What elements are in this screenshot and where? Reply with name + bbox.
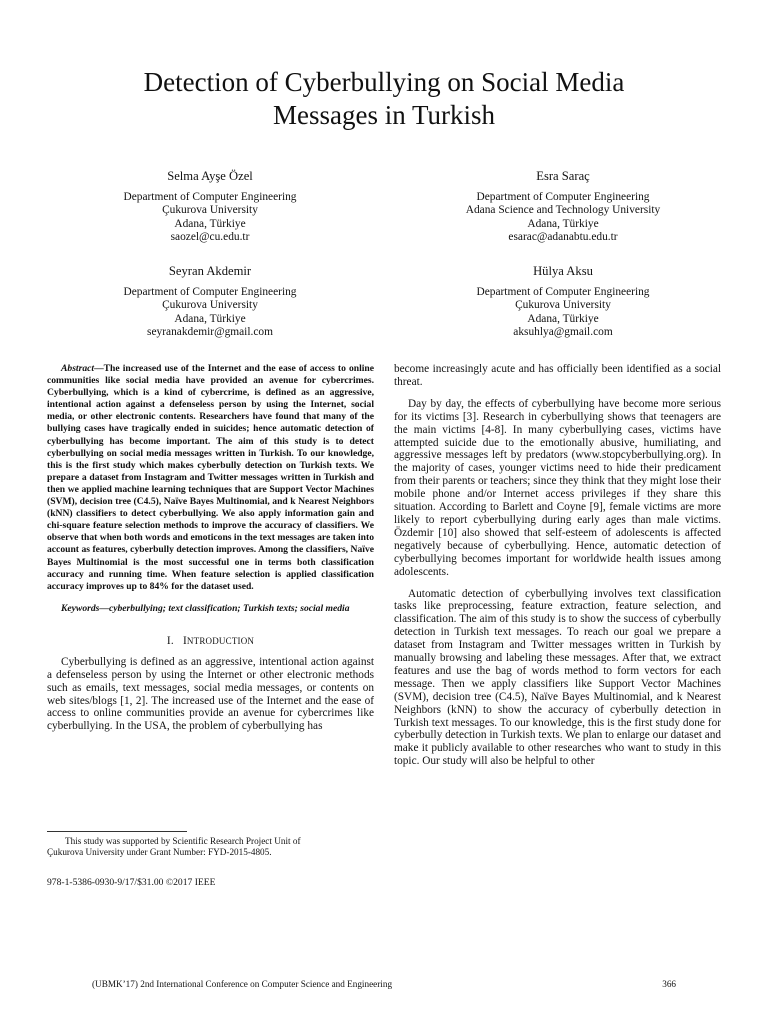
author-university: Çukurova University — [515, 299, 611, 312]
author-department: Department of Computer Engineering — [123, 285, 297, 298]
author-department: Department of Computer Engineering — [123, 190, 297, 203]
footnote — [47, 836, 377, 859]
intro-paragraph-1: Cyberbullying is defined as an aggressive, intentional action against a defenseless person by using the Internet or other electronic methods such as emails, text messages, social media messages, or contents on web sites/blogs [1, 2]. The increased use of the Internet and the ease of access to online communities provide an avenue for cybercrimes like cyberbullying. In the USA, the problem of cyberbullying has — [47, 655, 374, 733]
author-name: Esra Saraç — [536, 169, 590, 183]
left-column — [47, 363, 374, 733]
copyright-isbn: 978-1-5386-0930-9/17/$31.00 ©2017 IEEE — [47, 877, 216, 888]
author-name: Hülya Aksu — [533, 264, 593, 278]
author-email: aksuhlya@gmail.com — [513, 326, 613, 339]
abstract-lead: Abstract — [61, 363, 95, 374]
paper-title — [60, 66, 708, 132]
right-column — [394, 363, 721, 777]
author-city: Adana, Türkiye — [527, 217, 599, 230]
author-email: saozel@cu.edu.tr — [170, 231, 250, 244]
author-university: Adana Science and Technology University — [465, 204, 661, 217]
author-name: Selma Ayşe Özel — [167, 169, 253, 183]
author-department: Department of Computer Engineering — [476, 190, 650, 203]
author-name: Seyran Akdemir — [168, 264, 252, 278]
author-email: esarac@adanabtu.edu.tr — [508, 231, 618, 244]
author-city: Adana, Türkiye — [174, 217, 246, 230]
author-block-2 — [413, 170, 713, 245]
intro-paragraph-3: Automatic detection of cyberbullying involves text classification tasks like preprocessing, feature extraction, feature selection, and classification. The aim of this study is to show the success of cyberbully detection in Turkish text messages. To reach our goal we prepare a dataset from Instagram and Twitter messages written in Turkish by manually browsing and labeling these messages. After that, we extract features and use the bag of words method to form vectors for each message. Then we apply classifiers like Support Vector Machines (SVM), decision tree (C4.5), Naïve Bayes Multinomial, and k Nearest Neighbors (kNN) to show the accuracy of cyberbully detection in Turkish text messages. To our knowledge, this is the first study done for cyberbully detection in Turkish texts. We plan to enlarge our dataset and make it publicly available to other researches who want to study in this topic. Our study will also be helpful to other — [394, 587, 721, 768]
intro-paragraph-continued: become increasingly acute and has officially been identified as a social threat. — [394, 363, 721, 388]
section-heading-introduction — [47, 635, 374, 648]
title-line-2: Messages in Turkish — [272, 100, 496, 130]
title-line-1: Detection of Cyberbullying on Social Media — [143, 67, 625, 97]
section-heading-first-letter: I — [182, 634, 187, 647]
author-city: Adana, Türkiye — [174, 312, 246, 325]
author-department: Department of Computer Engineering — [476, 285, 650, 298]
page-number: 366 — [662, 979, 676, 989]
conference-name: (UBMK’17) 2nd International Conference on Computer Science and Engineering — [92, 979, 393, 989]
keywords — [47, 603, 374, 615]
section-heading-rest: NTRODUCTION — [186, 635, 255, 646]
footnote-divider — [47, 831, 187, 832]
footnote-line-2: Çukurova University under Grant Number: FYD-2015-4805. — [47, 847, 272, 858]
abstract — [47, 363, 374, 593]
footnote-line-1: This study was supported by Scientific Research Project Unit of — [65, 836, 301, 846]
keywords-lead: Keywords — [61, 602, 100, 614]
author-university: Çukurova University — [162, 204, 258, 217]
keywords-text: —cyberbullying; text classification; Turkish texts; social media — [99, 602, 350, 614]
author-city: Adana, Türkiye — [527, 312, 599, 325]
section-numeral: I. — [166, 634, 174, 647]
author-block-1 — [60, 170, 360, 245]
intro-paragraph-2: Day by day, the effects of cyberbullying have become more serious for its victims [3]. Research in cyberbullying shows that teenagers are the main victims [4-8]. In many cyberbullying cases, victims have attempted suicide due to the emotionally abusive, humiliating, and aggressive messages left by predators (www.stopcyberbullying.org). In the majority of cases, younger victims need to hide their predicament from their parents or teachers; since they think that they might lose their mobile phone and/or Internet access privileges if they share this situation. According to Barlett and Coyne [9], female victims are more likely to report cyberbullying during early ages than male victims. Özdemir [10] also showed that self-esteem of adolescents is affected negatively because of cyberbullying. Hence, automatic detection of cyberbullying becomes important for worldwide health issues among adolescents. — [394, 397, 721, 578]
author-block-3 — [60, 265, 360, 340]
author-email: seyranakdemir@gmail.com — [147, 326, 273, 339]
abstract-text: —The increased use of the Internet and the ease of access to online communities like social media have provided an avenue for cybercrimes. Cyberbullying, which is a kind of cybercrime, is defined as an aggressive, intentional action against a defenseless person by using the Internet, social media, or other electronic contents. Researchers have found that many of the bullying cases have tragically ended in suicides; hence automatic detection of cyberbullying has become important. The aim of this study is to detect cyberbullying on social media messages written in Turkish. To our knowledge, this is the first study which makes cyberbully detection on Turkish texts. We prepare a dataset from Instagram and Twitter messages written in Turkish and then we applied machine learning techniques that are Support Vector Machines (SVM), decision tree (C4.5), Naïve Bayes Multinomial, and k Nearest Neighbors (kNN) classifiers to detect cyberbullying. We also apply information gain and chi-square feature selection methods to improve the accuracy of classifiers. We observe that when both words and emoticons in the text messages are taken into account as features, cyberbully detection improves. Among the classifiers, Naïve Bayes Multinomial is the most successful one in terms both classification accuracy and running time. When feature selection is applied classification accuracy improves up to 84% for the dataset used. — [47, 363, 374, 592]
author-university: Çukurova University — [162, 299, 258, 312]
author-block-4 — [413, 265, 713, 340]
